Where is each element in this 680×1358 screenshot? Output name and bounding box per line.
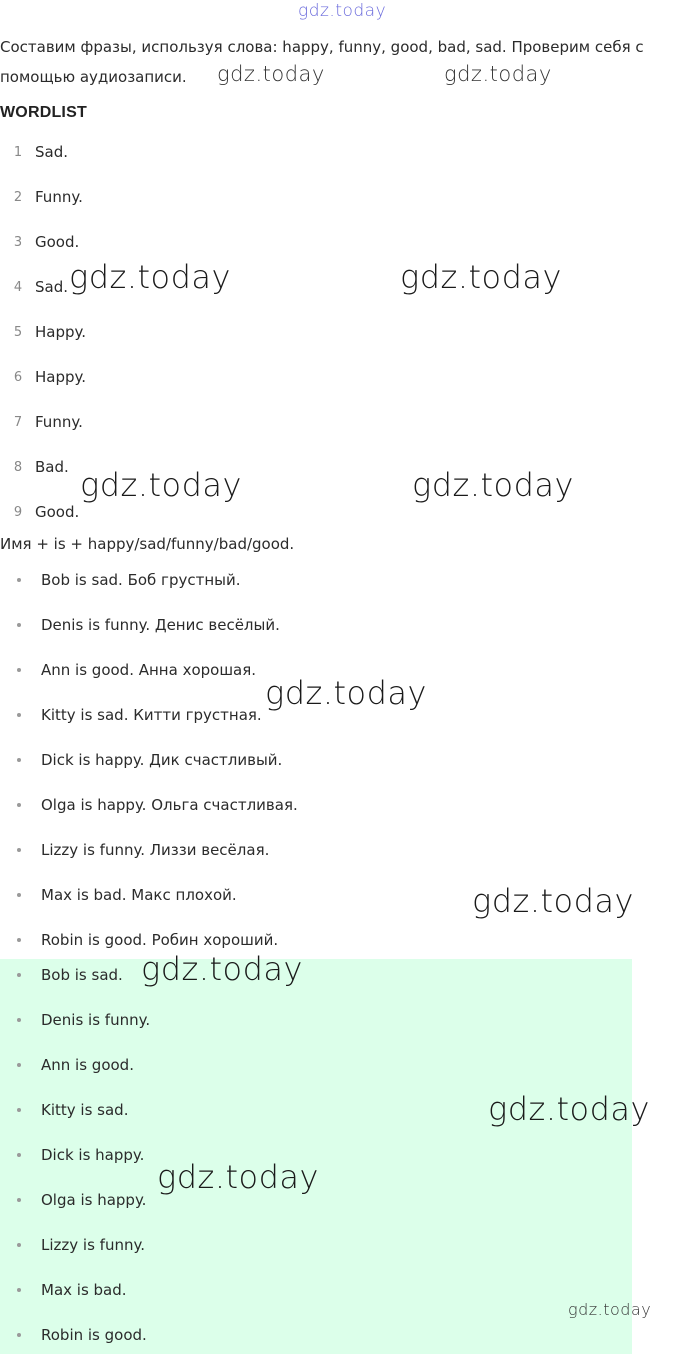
wordlist-word: Happy. xyxy=(35,368,87,386)
bullet-icon xyxy=(17,893,21,897)
watermark: gdz.today xyxy=(444,62,552,86)
list-item-text: Max is bad. xyxy=(41,1281,127,1299)
bullet-icon xyxy=(17,668,21,672)
wordlist-word: Bad. xyxy=(35,458,69,476)
watermark: gdz.today xyxy=(141,950,303,988)
watermark: gdz.today xyxy=(400,258,562,296)
list-item-text: Max is bad. Макс плохой. xyxy=(41,886,237,904)
watermark: gdz.today xyxy=(298,1,387,21)
bullet-icon xyxy=(17,623,21,627)
bullet-icon xyxy=(17,973,21,977)
list-item-text: Olga is happy. xyxy=(41,1191,147,1209)
wordlist-word: Good. xyxy=(35,233,80,251)
watermark: gdz.today xyxy=(265,674,427,712)
watermark: gdz.today xyxy=(412,466,574,504)
watermark: gdz.today xyxy=(472,882,634,920)
list-item-text: Dick is happy. Дик счастливый. xyxy=(41,751,283,769)
bullet-icon xyxy=(17,1108,21,1112)
wordlist-number: 1 xyxy=(13,145,23,160)
wordlist-word: Funny. xyxy=(35,188,83,206)
wordlist-number: 7 xyxy=(13,415,23,430)
bullet-icon xyxy=(17,1288,21,1292)
list-item-text: Dick is happy. xyxy=(41,1146,145,1164)
list-item-text: Olga is happy. Ольга счастливая. xyxy=(41,796,298,814)
wordlist-word: Good. xyxy=(35,503,80,521)
list-item-text: Lizzy is funny. Лиззи весёлая. xyxy=(41,841,270,859)
wordlist-word: Funny. xyxy=(35,413,83,431)
bullet-icon xyxy=(17,848,21,852)
wordlist-number: 3 xyxy=(13,235,23,250)
bullet-icon xyxy=(17,1198,21,1202)
wordlist-number: 2 xyxy=(13,190,23,205)
bullet-icon xyxy=(17,1243,21,1247)
watermark: gdz.today xyxy=(217,62,325,86)
bullet-icon xyxy=(17,713,21,717)
bullet-icon xyxy=(17,1333,21,1337)
bullet-icon xyxy=(17,578,21,582)
list-item-text: Bob is sad. Боб грустный. xyxy=(41,571,241,589)
list-item-text: Denis is funny. xyxy=(41,1011,151,1029)
watermark: gdz.today xyxy=(157,1158,319,1196)
wordlist-number: 5 xyxy=(13,325,23,340)
list-item-text: Ann is good. xyxy=(41,1056,134,1074)
wordlist-heading: WORDLIST xyxy=(0,104,87,121)
task-instruction: Составим фразы, используя слова: happy, funny, good, bad, sad. Проверим себя с помощью аудиозаписи. xyxy=(0,38,644,86)
wordlist-word: Happy. xyxy=(35,323,87,341)
list-item-text: Lizzy is funny. xyxy=(41,1236,145,1254)
watermark: gdz.today xyxy=(568,1300,652,1319)
bullet-icon xyxy=(17,1063,21,1067)
list-item-text: Robin is good. xyxy=(41,1326,147,1344)
list-item-text: Kitty is sad. xyxy=(41,1101,129,1119)
wordlist-word: Sad. xyxy=(35,143,69,161)
wordlist-number: 6 xyxy=(13,370,23,385)
wordlist-word: Sad. xyxy=(35,278,69,296)
wordlist-number: 8 xyxy=(13,460,23,475)
bullet-icon xyxy=(17,803,21,807)
list-item-text: Ann is good. Анна хорошая. xyxy=(41,661,257,679)
list-item-text: Robin is good. Робин хороший. xyxy=(41,931,279,949)
watermark: gdz.today xyxy=(488,1090,650,1128)
list-item-text: Denis is funny. Денис весёлый. xyxy=(41,616,280,634)
bullet-icon xyxy=(17,758,21,762)
list-item-text: Bob is sad. xyxy=(41,966,123,984)
wordlist-number: 9 xyxy=(13,505,23,520)
formula-line: Имя + is + happy/sad/funny/bad/good. xyxy=(0,535,295,553)
watermark: gdz.today xyxy=(69,258,231,296)
bullet-icon xyxy=(17,1153,21,1157)
watermark: gdz.today xyxy=(80,466,242,504)
bullet-icon xyxy=(17,1018,21,1022)
bullet-icon xyxy=(17,938,21,942)
list-item-text: Kitty is sad. Китти грустная. xyxy=(41,706,262,724)
wordlist-number: 4 xyxy=(13,280,23,295)
